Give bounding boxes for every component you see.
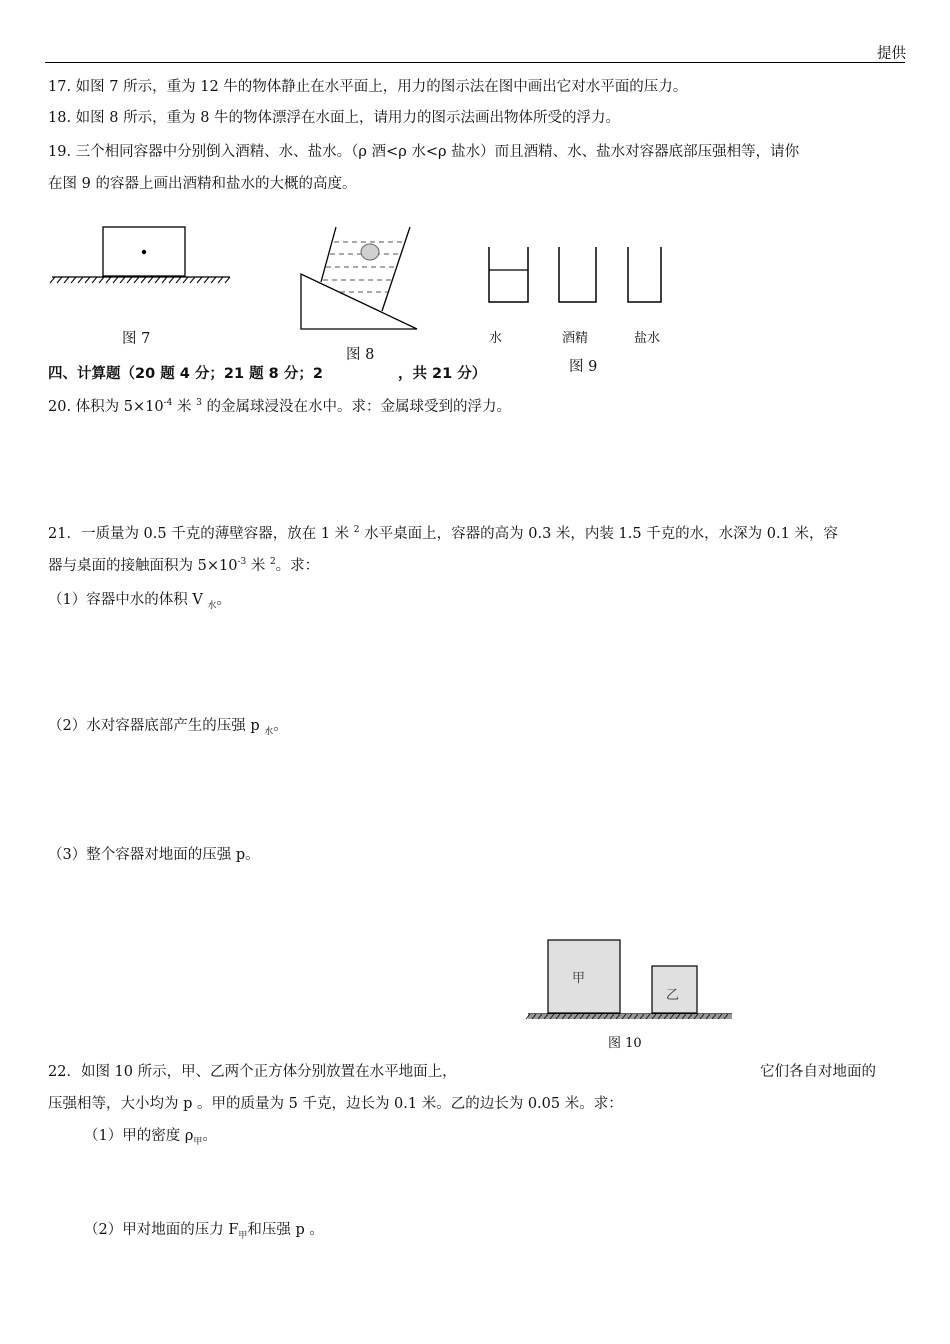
figure-9-label-water: 水 [489,331,503,346]
question-20-text-b: 米 [172,399,197,415]
figures-7-8-9 [0,210,950,380]
figure-7 [50,227,230,283]
q21-text-b: 水平桌面上，容器的高为 0.3 米，内装 1.5 千克的水，水深为 0.1 米，容 [359,526,838,542]
q21-text-a: 21．一质量为 0.5 千克的薄壁容器，放在 1 米 [48,526,354,542]
q22-part1-sub: 甲 [193,1136,203,1147]
q21-part1-end: 。 [216,592,231,608]
q22-part1-text: （1）甲的密度 ρ [84,1128,194,1144]
figure-9-caption: 图 9 [569,359,598,375]
figure-8-caption: 图 8 [346,347,375,363]
q21-part2-text: （2）水对容器底部产生的压强 p [48,718,265,734]
figure-10-label-yi: 乙 [666,988,680,1003]
section-4-heading-right: ，共 21 分） [398,366,487,382]
q21-exp-a: 2 [353,525,360,536]
q22-part2-text-a: （2）甲对地面的压力 F [84,1222,239,1238]
q21-part2-sub: 水 [264,726,274,737]
q22-part2-text-b: 和压强 p 。 [247,1222,324,1238]
question-22-part1 [84,1124,217,1147]
question-21-part2 [48,714,288,737]
figure-8 [301,227,417,329]
q21-exp-b: -3 [237,557,247,568]
section-4-heading-left: 四、计算题（20 题 4 分；21 题 8 分；2 [48,366,323,382]
q21-text-d: 米 [246,558,270,574]
figure-9-label-brine: 盐水 [634,331,661,346]
question-17: 17. 如图 7 所示，重为 12 牛的物体静止在水平面上，用力的图示法在图中画出它对水平面的压力。 [48,79,688,95]
q21-text-e: 。求： [275,558,320,574]
question-19-line1: 19. 三个相同容器中分别倒入酒精、水、盐水。（ρ 酒<ρ 水<ρ 盐水）而且酒精、水、盐水对容器底部压强相等，请你 [48,144,800,160]
question-20-text-c: 的金属球浸没在水中。求：金属球受到的浮力。 [201,399,511,415]
question-22-line2: 压强相等，大小均为 p 。甲的质量为 5 千克，边长为 0.1 米。乙的边长为 0.05 米。求： [48,1096,623,1112]
question-22-line1-right: 它们各自对地面的 [760,1064,876,1080]
question-21-part3: （3）整个容器对地面的压强 p。 [48,847,260,863]
q21-exp-c: 2 [269,557,276,568]
question-19-line2: 在图 9 的容器上画出酒精和盐水的大概的高度。 [48,176,357,192]
figure-9 [489,247,661,302]
figure-9-label-alcohol: 酒精 [562,331,589,346]
q22-part2-sub: 甲 [238,1230,248,1241]
question-18: 18. 如图 8 所示，重为 8 牛的物体漂浮在水面上，请用力的图示法画出物体所受的浮力。 [48,110,621,126]
question-20-exponent: -4 [163,398,173,409]
q21-part2-end: 。 [273,718,288,734]
q21-part1-text: （1）容器中水的体积 V [48,592,208,608]
question-20-exponent-2: 3 [196,398,202,409]
header-rule [45,62,905,63]
figure-10 [520,935,740,1030]
figure-10-caption: 图 10 [608,1036,642,1051]
question-20-text-a: 20. 体积为 5×10 [48,399,164,415]
question-20 [48,395,511,416]
figure-7-caption: 图 7 [122,331,151,347]
q22-part1-end: 。 [202,1128,217,1144]
figure-10-label-jia: 甲 [572,971,586,986]
q21-part1-sub: 水 [207,600,217,611]
header-right-text: 提供 [877,46,906,62]
question-21-line2 [48,554,319,575]
question-21-line1 [48,522,838,543]
question-22-part2 [84,1218,324,1241]
q21-text-c: 器与桌面的接触面积为 5×10 [48,558,238,574]
question-21-part1 [48,588,231,611]
question-22-line1-left: 22．如图 10 所示，甲、乙两个正方体分别放置在水平地面上， [48,1064,457,1080]
